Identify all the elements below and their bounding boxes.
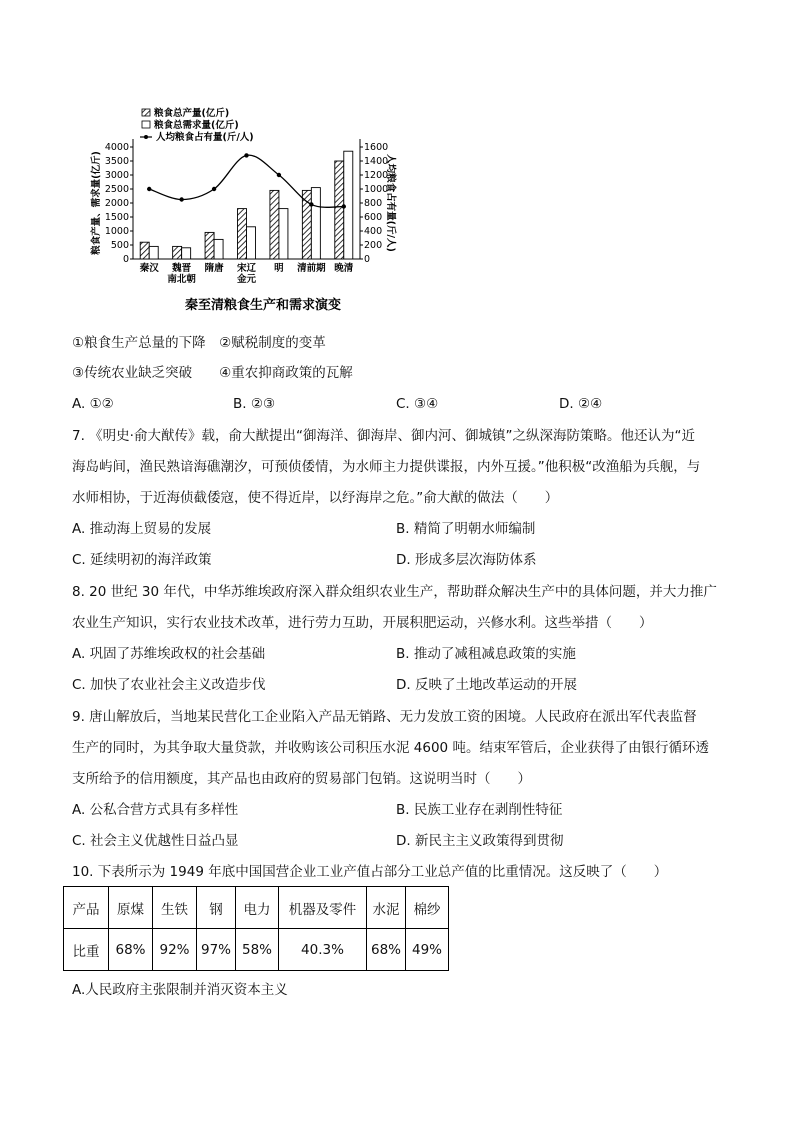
legend-label: 粮食总需求量(亿斤) bbox=[154, 120, 239, 131]
table-cell: 92% bbox=[153, 929, 197, 971]
per-capita-point bbox=[212, 187, 216, 191]
per-capita-point bbox=[244, 153, 248, 157]
q7-stem-2: 海岛屿间，渔民熟谙海礁潮汐，可预侦倭情，为水师主力提供谍报，内外互援。”他积极“改渔船为兵舰，与 bbox=[72, 459, 701, 475]
per-capita-point bbox=[342, 204, 346, 208]
q8-choice-c[interactable]: C. 加快了农业社会主义改造步伐 bbox=[72, 677, 266, 693]
production-bar bbox=[335, 161, 344, 259]
right-tick-label: 1400 bbox=[364, 156, 389, 167]
x-tick-label: 宋辽 bbox=[236, 263, 257, 274]
q9-stem-1: 9. 唐山解放后，当地某民营化工企业陷入产品无销路、无力发放工资的困境。人民政府在派出军代表监督 bbox=[72, 709, 697, 725]
table-cell: 钢 bbox=[197, 887, 236, 929]
right-axis-label: 人均粮食占有量(斤/人) bbox=[385, 154, 396, 252]
right-tick-label: 800 bbox=[364, 198, 383, 209]
legend-label: 人均粮食占有量(斤/人) bbox=[156, 132, 254, 143]
q6-choice-b[interactable]: B. ②③ bbox=[233, 396, 276, 412]
q8-stem-2: 农业生产知识，实行农业技术改革，进行劳力互助，开展积肥运动，兴修水利。这些举措（ ） bbox=[72, 615, 653, 631]
table-cell: 97% bbox=[197, 929, 236, 971]
demand-bar bbox=[247, 227, 256, 259]
per-capita-point bbox=[147, 187, 151, 191]
q8-choice-d[interactable]: D. 反映了土地改革运动的开展 bbox=[396, 677, 577, 693]
legend-swatch-demand bbox=[142, 121, 150, 128]
option-line-1: ①粮食生产总量的下降 ②赋税制度的变革 bbox=[72, 335, 326, 351]
left-tick-label: 2500 bbox=[104, 184, 129, 195]
q9-stem-2: 生产的同时，为其争取大量贷款，并收购该公司积压水泥 4600 吨。结束军管后，企业获得了由银行循环透 bbox=[72, 740, 709, 756]
right-tick-label: 0 bbox=[364, 254, 371, 265]
table-cell: 电力 bbox=[236, 887, 279, 929]
q9-choice-a[interactable]: A. 公私合营方式具有多样性 bbox=[72, 802, 239, 818]
demand-bar bbox=[182, 248, 191, 259]
q9-choice-d[interactable]: D. 新民主主义政策得到贯彻 bbox=[396, 833, 564, 849]
left-tick-label: 4000 bbox=[104, 142, 129, 153]
left-tick-label: 3500 bbox=[104, 156, 129, 167]
table-row bbox=[64, 929, 449, 971]
table-cell: 49% bbox=[406, 929, 449, 971]
legend-label: 粮食总产量(亿斤) bbox=[154, 108, 230, 119]
chart-legend bbox=[140, 107, 254, 143]
q8-choice-b[interactable]: B. 推动了减租减息政策的实施 bbox=[396, 646, 576, 662]
q7-stem-1: 7. 《明史·俞大猷传》载，俞大猷提出“御海洋、御海岸、御内河、御城镇”之纵深海防策略。他还认为“近 bbox=[72, 428, 695, 444]
table-cell: 58% bbox=[236, 929, 279, 971]
table-cell: 原煤 bbox=[109, 887, 153, 929]
grain-chart bbox=[88, 104, 396, 314]
demand-bar bbox=[149, 246, 158, 259]
per-capita-point bbox=[179, 197, 183, 201]
per-capita-point bbox=[309, 202, 313, 206]
q6-choice-c[interactable]: C. ③④ bbox=[396, 396, 439, 412]
left-tick-label: 1500 bbox=[104, 212, 129, 223]
production-bar bbox=[205, 232, 214, 259]
demand-bar bbox=[214, 239, 223, 259]
table-cell: 40.3% bbox=[279, 929, 367, 971]
right-tick-label: 1600 bbox=[364, 142, 389, 153]
table-cell: 产品 bbox=[64, 887, 109, 929]
q9-choice-c[interactable]: C. 社会主义优越性日益凸显 bbox=[72, 833, 239, 849]
x-tick-label: 南北朝 bbox=[167, 274, 196, 285]
x-tick-label: 金元 bbox=[236, 274, 257, 285]
table-cell: 比重 bbox=[64, 929, 109, 971]
right-tick-label: 600 bbox=[364, 212, 383, 223]
q7-stem-3: 水师相协，于近海侦截倭寇，使不得近岸，以纾海岸之危。”俞大猷的做法（ ） bbox=[72, 490, 559, 506]
table-cell: 机器及零件 bbox=[279, 887, 367, 929]
legend-swatch-point bbox=[144, 135, 148, 139]
production-bar bbox=[238, 209, 247, 259]
left-tick-label: 3000 bbox=[104, 170, 129, 181]
x-tick-label: 秦汉 bbox=[139, 263, 159, 274]
production-bar bbox=[140, 242, 149, 259]
chart-title: 秦至清粮食生产和需求演变 bbox=[184, 298, 342, 313]
chart-bars bbox=[140, 151, 353, 259]
left-tick-label: 2000 bbox=[104, 198, 129, 209]
q7-choice-b[interactable]: B. 精简了明朝水师编制 bbox=[396, 521, 536, 537]
demand-bar bbox=[279, 209, 288, 259]
right-tick-label: 1200 bbox=[364, 170, 389, 181]
q9-choice-b[interactable]: B. 民族工业存在剥削性特征 bbox=[396, 802, 563, 818]
left-tick-label: 0 bbox=[122, 254, 129, 265]
left-tick-label: 1000 bbox=[104, 226, 129, 237]
right-tick-label: 1000 bbox=[364, 184, 389, 195]
q8-choice-a[interactable]: A. 巩固了苏维埃政权的社会基础 bbox=[72, 646, 266, 662]
x-tick-label: 魏晋 bbox=[172, 263, 192, 274]
q7-choice-a[interactable]: A. 推动海上贸易的发展 bbox=[72, 521, 212, 537]
q8-stem-1: 8. 20 世纪 30 年代，中华苏维埃政府深入群众组织农业生产，帮助群众解决生产中的具体问题，并大力推广 bbox=[72, 584, 717, 600]
per-capita-point bbox=[277, 173, 281, 177]
q9-stem-3: 支所给予的信用额度，其产品也由政府的贸易部门包销。这说明当时（ ） bbox=[72, 771, 531, 787]
right-tick-label: 400 bbox=[364, 226, 383, 237]
demand-bar bbox=[311, 188, 320, 259]
q10-choice-a[interactable]: A.人民政府主张限制并消灭资本主义 bbox=[72, 982, 288, 998]
table-cell: 68% bbox=[367, 929, 406, 971]
table-row bbox=[64, 887, 449, 929]
left-tick-label: 500 bbox=[110, 240, 129, 251]
right-tick-label: 200 bbox=[364, 240, 383, 251]
production-bar bbox=[302, 190, 311, 259]
q7-choice-d[interactable]: D. 形成多层次海防体系 bbox=[396, 552, 537, 568]
table-cell: 棉纱 bbox=[406, 887, 449, 929]
q10-stem-1: 10. 下表所示为 1949 年底中国国营企业工业产值占部分工业总产值的比重情况。这反映了（ ） bbox=[72, 864, 668, 880]
left-axis-label: 粮食产量、需求量(亿斤) bbox=[91, 151, 102, 255]
q6-choice-a[interactable]: A. ①② bbox=[72, 396, 114, 412]
x-tick-label: 晚清 bbox=[334, 263, 354, 274]
q7-choice-c[interactable]: C. 延续明初的海洋政策 bbox=[72, 552, 212, 568]
production-bar bbox=[270, 190, 279, 259]
production-bar bbox=[173, 246, 182, 259]
table-cell: 生铁 bbox=[153, 887, 197, 929]
option-line-2: ③传统农业缺乏突破 ④重农抑商政策的瓦解 bbox=[72, 365, 353, 381]
q6-choice-d[interactable]: D. ②④ bbox=[559, 396, 603, 412]
x-tick-label: 隋唐 bbox=[204, 263, 224, 274]
table-cell: 68% bbox=[109, 929, 153, 971]
legend-swatch-production bbox=[142, 109, 150, 116]
x-tick-label: 明 bbox=[274, 263, 284, 274]
q10-table bbox=[63, 886, 449, 971]
table-cell: 水泥 bbox=[367, 887, 406, 929]
x-tick-label: 清前期 bbox=[297, 263, 326, 274]
